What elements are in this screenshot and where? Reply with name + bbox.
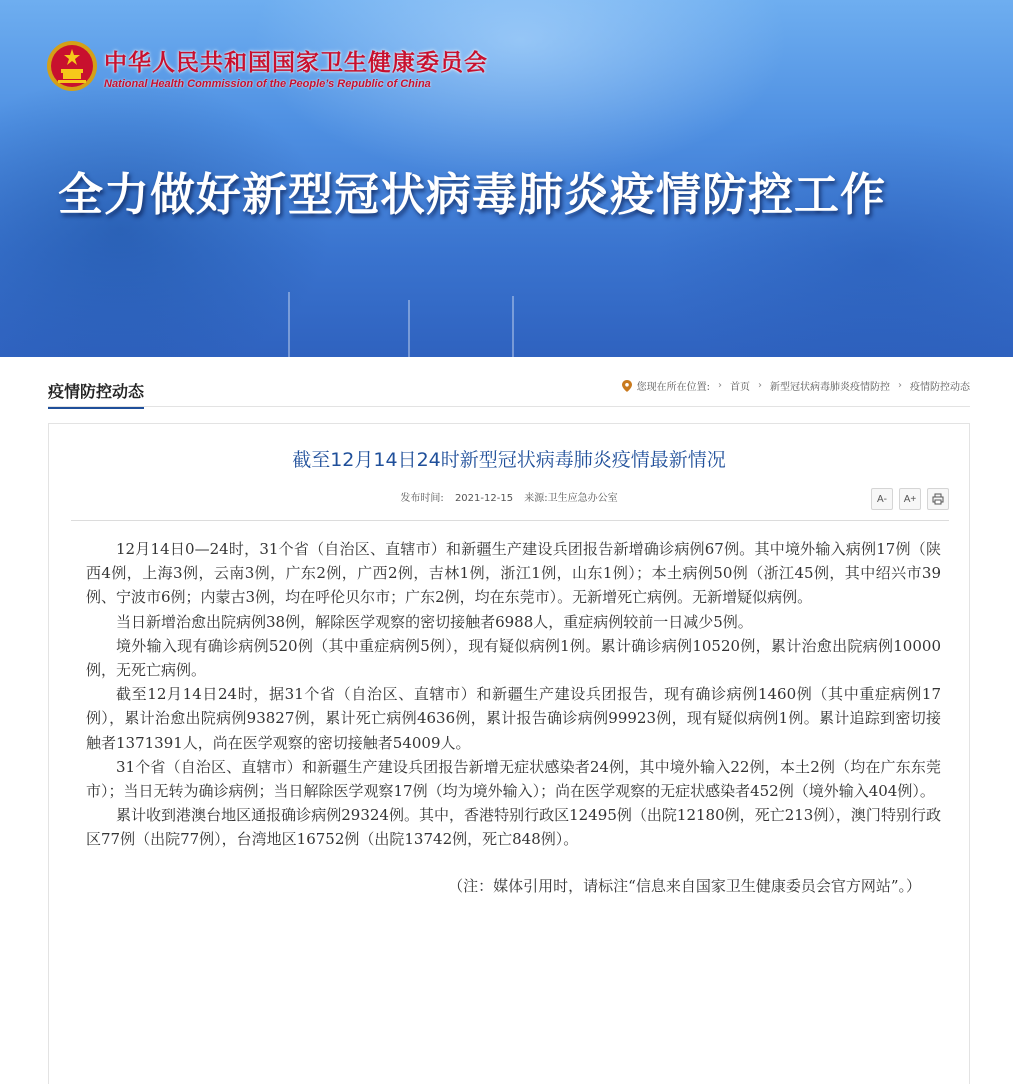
national-emblem-icon [46,40,98,92]
org-name-cn[interactable]: 中华人民共和国国家卫生健康委员会 [104,50,488,76]
breadcrumb-separator: › [718,380,722,391]
article-container [48,423,970,1084]
article-title: 截至12月14日24时新型冠状病毒肺炎疫情最新情况 [292,449,726,471]
citation-note: （注：媒体引用时，请标注“信息来自国家卫生健康委员会官方网站”。） [448,876,921,895]
header-banner [0,0,1013,357]
article-paragraph: 累计收到港澳台地区通报确诊病例29324例。其中，香港特别行政区12495例（出院12180例，死亡213例），澳门特别行政区77例（出院77例），台湾地区16752例（出院13742例，死亡848例）。 [86,806,941,849]
banner-decoration [512,296,514,357]
article-paragraph: 境外输入现有确诊病例520例（其中重症病例5例），现有疑似病例1例。累计确诊病例10520例，累计治愈出院病例10000例，无死亡病例。 [86,636,941,680]
publish-label: 发布时间: [400,493,444,504]
breadcrumb-separator: › [898,380,902,391]
banner-slogan: 全力做好新型冠状病毒肺炎疫情防控工作 [58,168,887,221]
font-larger-button[interactable]: A+ [899,488,921,510]
source-value: 卫生应急办公室 [547,493,618,504]
location-pin-icon [622,380,632,392]
org-name-en[interactable]: National Health Commission of the People’s Republic of China [104,78,431,90]
article-tools [871,488,949,510]
publish-date: 2021-12-15 [454,493,514,504]
print-icon [932,493,944,505]
title-divider [71,520,949,521]
banner-decoration [288,292,290,357]
breadcrumb-home-link[interactable]: 首页 [730,382,750,393]
breadcrumb [622,378,970,393]
banner-decoration [408,300,410,357]
font-smaller-button[interactable]: A- [871,488,893,510]
section-header [48,372,970,407]
article-meta [49,489,969,504]
breadcrumb-prefix: 您现在所在位置: [636,382,710,393]
breadcrumb-separator: › [758,380,762,391]
article-paragraph: 当日新增治愈出院病例38例，解除医学观察的密切接触者6988人，重症病例较前一日减少5例。 [116,612,753,631]
source-label: 来源: [524,493,548,504]
section-title: 疫情防控动态 [48,379,144,409]
article-paragraph: 31个省（自治区、直辖市）和新疆生产建设兵团报告新增无症状感染者24例，其中境外输入22例，本土2例（均在广东东莞市）；当日无转为确诊病例；当日解除医学观察17例（均为境外输入）；尚在医学观察的无症状感染者452例（境外输入404例）。 [86,757,941,801]
breadcrumb-current-link[interactable]: 疫情防控动态 [910,382,970,393]
article-paragraph: 12月14日0—24时，31个省（自治区、直辖市）和新疆生产建设兵团报告新增确诊病例67例。其中境外输入病例17例（陕西4例，上海3例，云南3例，广东2例，广西2例，吉林1例，浙江1例，山东1例）；本土病例50例（浙江45例，其中绍兴市39例、宁波市6例；内蒙古3例，均在呼伦贝尔市；广东2例，均在东莞市）。无新增死亡病例。无新增疑似病例。 [86,540,941,607]
article-body [86,537,941,898]
print-button[interactable] [927,488,949,510]
breadcrumb-covid-link[interactable]: 新型冠状病毒肺炎疫情防控 [770,382,890,393]
article-paragraph: 截至12月14日24时，据31个省（自治区、直辖市）和新疆生产建设兵团报告，现有确诊病例1460例（其中重症病例17例），累计治愈出院病例93827例，累计死亡病例4636例，累计报告确诊病例99923例，现有疑似病例1例。累计追踪到密切接触者1371391人，尚在医学观察的密切接触者54009人。 [86,685,941,752]
